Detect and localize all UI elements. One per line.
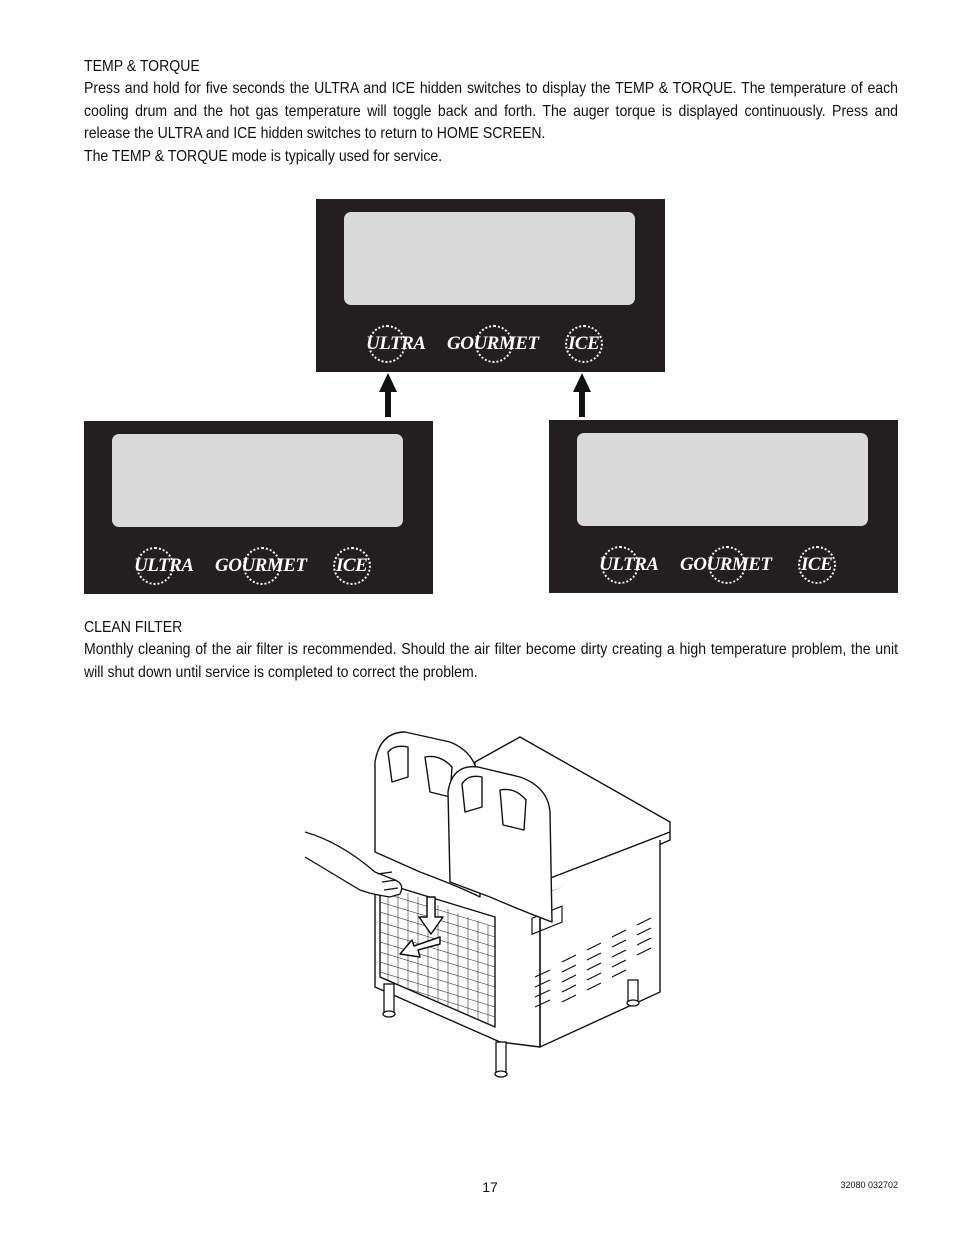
display-screen (577, 433, 868, 526)
ice-label: ICE (801, 554, 833, 575)
temp-torque-body: Press and hold for five seconds the ULTRA and ICE hidden switches to display the TEMP & TORQUE. The temperature of each cooling drum and the hot gas temperature will toggle back and forth. The auger torque is displayed continuously. Press and release the ULTRA and ICE hidden switches to return to HOME SCREEN. (84, 80, 898, 142)
gourmet-label: GOURMET (680, 554, 772, 575)
ice-label: ICE (336, 555, 368, 576)
document-code: 32080 032702 (840, 1180, 898, 1190)
control-panel-left (84, 421, 433, 594)
machine-filter-illustration (300, 722, 680, 1082)
page-number: 17 (482, 1179, 498, 1195)
ice-label: ICE (568, 333, 600, 354)
ultra-label: ULTRA (599, 554, 659, 575)
clean-filter-heading: CLEAN FILTER (84, 619, 183, 636)
gourmet-label: GOURMET (215, 555, 307, 576)
control-panel-right (549, 420, 898, 593)
display-screen (112, 434, 403, 527)
ultra-label: ULTRA (366, 333, 426, 354)
clean-filter-body: Monthly cleaning of the air filter is recommended. Should the air filter become dirty creating a high temperature problem, the unit will shut down until service is completed to correct the problem. (84, 641, 898, 681)
gourmet-label: GOURMET (447, 333, 539, 354)
clean-filter-section (84, 617, 898, 684)
display-screen (344, 212, 635, 305)
up-arrow-right (569, 372, 595, 418)
ultra-label: ULTRA (134, 555, 194, 576)
temp-torque-heading: TEMP & TORQUE (84, 58, 200, 75)
control-panel-top (316, 199, 665, 372)
temp-torque-section (84, 56, 898, 168)
up-arrow-left (375, 372, 401, 418)
temp-torque-body-2: The TEMP & TORQUE mode is typically used for service. (84, 147, 443, 165)
